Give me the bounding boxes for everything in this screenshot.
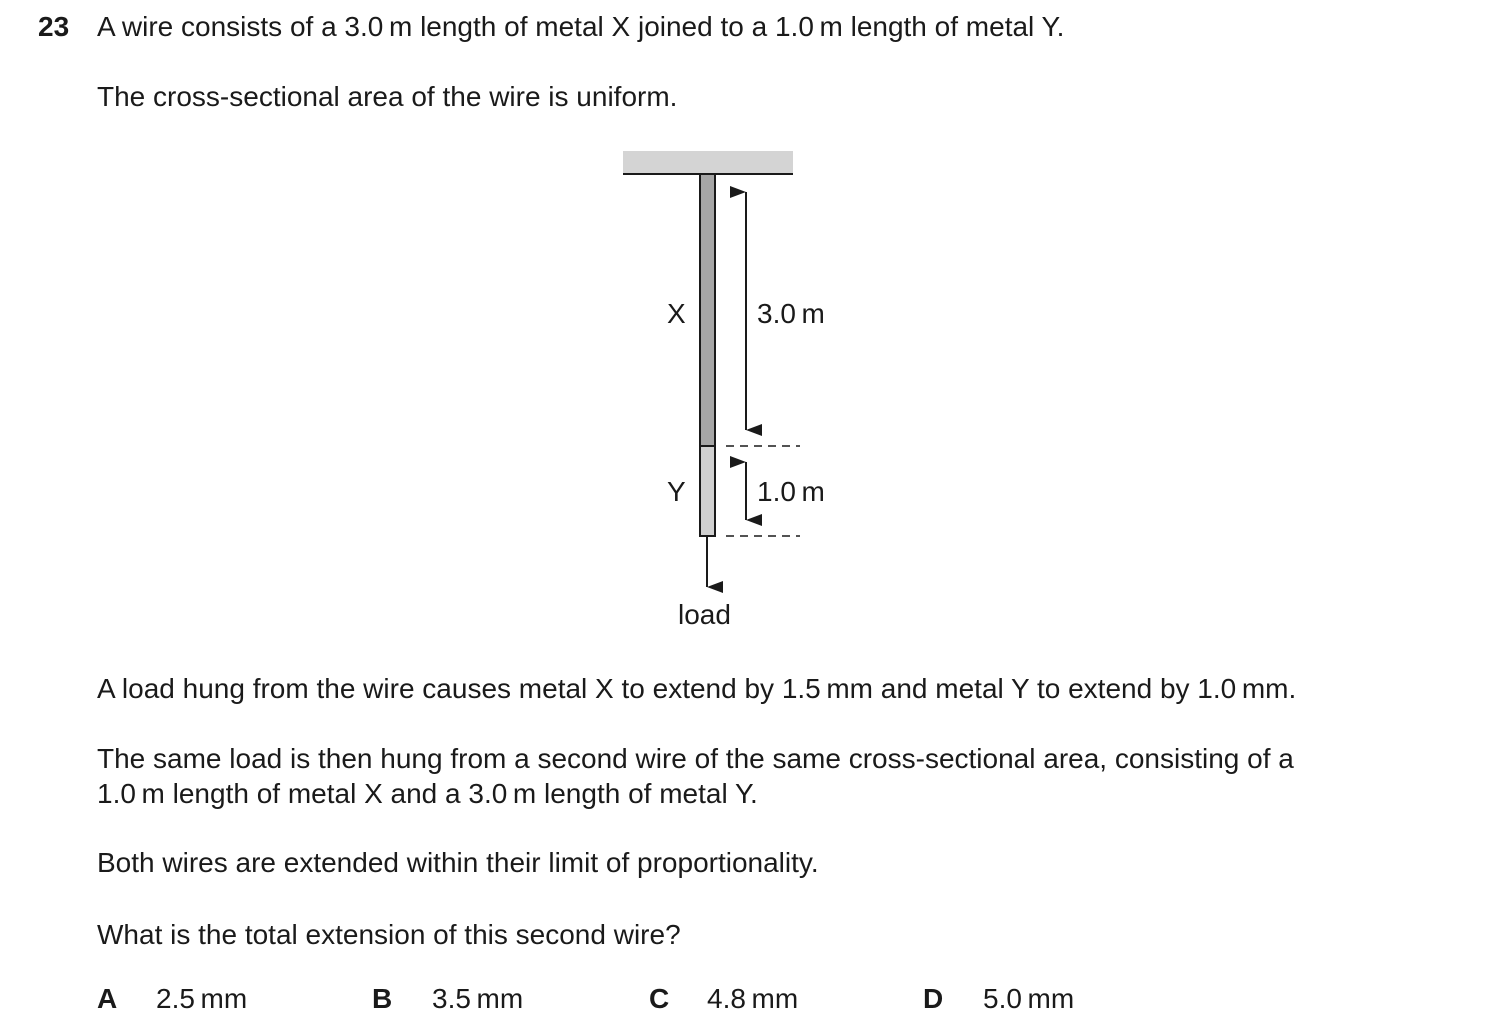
label-metal-y: Y [667,476,686,507]
paragraph-load-extension: A load hung from the wire causes metal X to extend by 1.5 mm and metal Y to extend by 1.0 mm. [97,673,1297,704]
paragraph-proportionality: Both wires are extended within their limit of proportionality. [97,847,819,878]
option-c-value[interactable]: 4.8 mm [707,983,799,1014]
metal-x-segment [700,174,715,446]
option-b-value[interactable]: 3.5 mm [432,983,524,1014]
option-a-value[interactable]: 2.5 mm [156,983,248,1014]
question-intro-line-1: A wire consists of a 3.0 m length of metal X joined to a 1.0 m length of metal Y. [97,11,1065,42]
option-a-letter[interactable]: A [97,983,118,1014]
option-b-letter[interactable]: B [372,983,393,1014]
option-c-letter[interactable]: C [649,983,670,1014]
length-label-y: 1.0 m [757,476,825,507]
question-number: 23 [38,11,70,42]
paragraph-second-wire-line-1: The same load is then hung from a second wire of the same cross-sectional area, consisting of a [97,743,1294,774]
question-intro-line-2: The cross-sectional area of the wire is uniform. [97,81,678,112]
length-label-x: 3.0 m [757,298,825,329]
load-label: load [678,599,731,630]
paragraph-second-wire-line-2: 1.0 m length of metal X and a 3.0 m length of metal Y. [97,778,758,809]
metal-y-segment [700,446,715,536]
ceiling-support [623,151,793,173]
question-prompt: What is the total extension of this second wire? [97,919,681,950]
option-d-letter[interactable]: D [923,983,944,1014]
label-metal-x: X [667,298,686,329]
option-d-value[interactable]: 5.0 mm [983,983,1075,1014]
